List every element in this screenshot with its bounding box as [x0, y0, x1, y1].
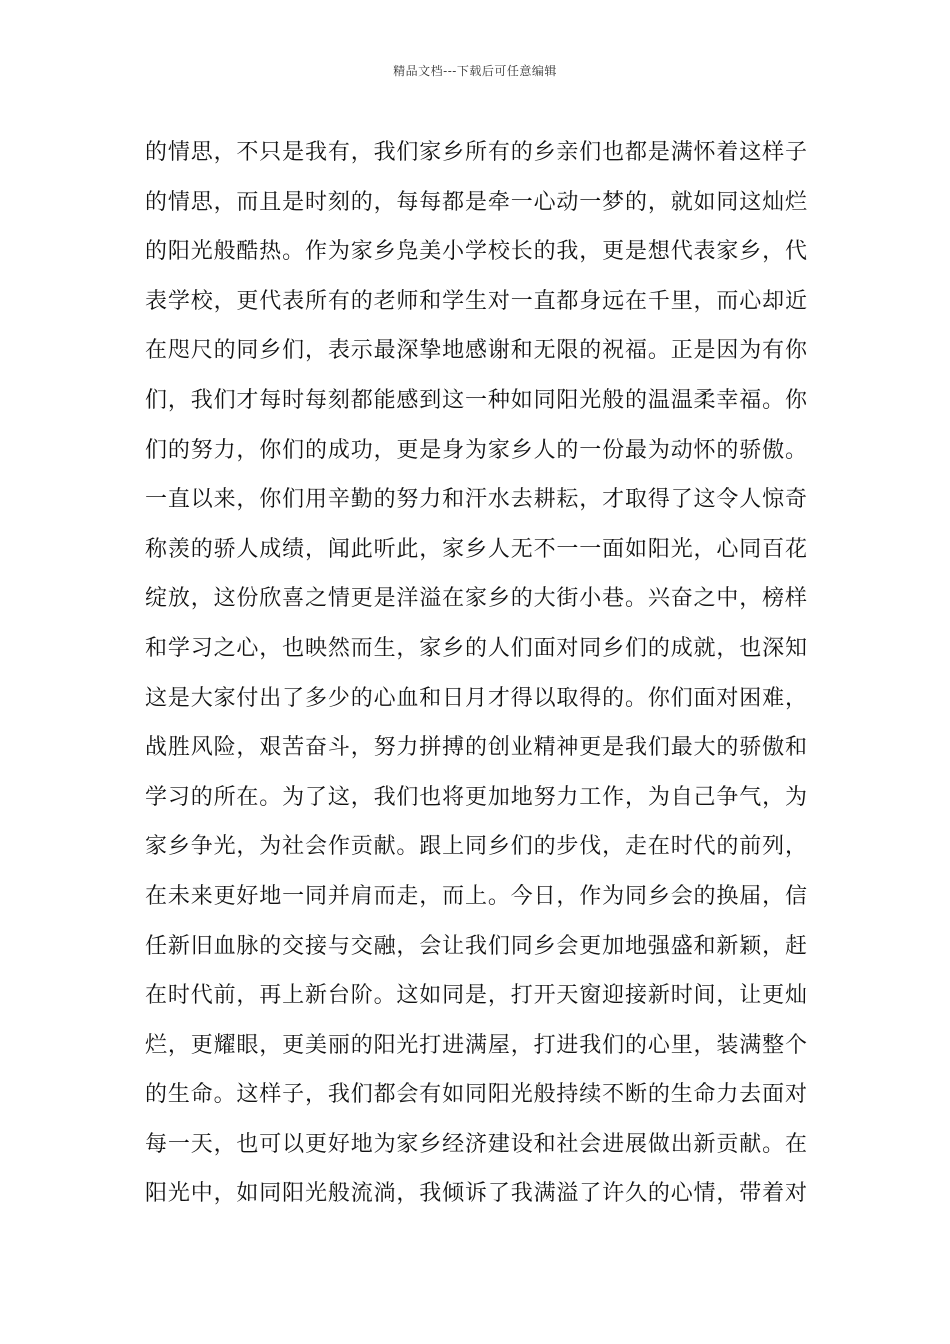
text-line: 战胜风险，艰苦奋斗，努力拼搏的创业精神更是我们最大的骄傲和 [145, 735, 807, 761]
text-line: 在咫尺的同乡们，表示最深挚地感谢和无限的祝福。正是因为有你 [145, 338, 807, 364]
text-line: 任新旧血脉的交接与交融，会让我们同乡会更加地强盛和新颖，赶 [145, 933, 807, 959]
text-line: 这是大家付出了多少的心血和日月才得以取得的。你们面对困难， [145, 685, 807, 711]
text-line: 一直以来，你们用辛勤的努力和汗水去耕耘，才取得了这令人惊奇 [145, 487, 807, 513]
text-line: 在时代前，再上新台阶。这如同是，打开天窗迎接新时间，让更灿 [145, 983, 807, 1009]
text-line: 学习的所在。为了这，我们也将更加地努力工作，为自己争气，为 [145, 784, 807, 810]
text-line: 绽放，这份欣喜之情更是洋溢在家乡的大街小巷。兴奋之中，榜样 [145, 586, 807, 612]
text-line: 的情思，不只是我有，我们家乡所有的乡亲们也都是满怀着这样子 [145, 140, 807, 165]
text-line: 家乡争光，为社会作贡献。跟上同乡们的步伐，走在时代的前列， [145, 834, 807, 860]
text-line: 烂，更耀眼，更美丽的阳光打进满屋，打进我们的心里，装满整个 [145, 1032, 807, 1058]
text-line: 们的努力，你们的成功，更是身为家乡人的一份最为动怀的骄傲。 [145, 437, 807, 463]
page-header: 精品文档---下载后可任意编辑 [393, 64, 557, 78]
text-line: 的阳光般酷热。作为家乡凫美小学校长的我，更是想代表家乡，代 [145, 239, 807, 265]
text-line: 阳光中，如同阳光般流淌，我倾诉了我满溢了许久的心情，带着对 [145, 1181, 807, 1207]
text-line: 称羡的骄人成绩，闻此听此，家乡人无不一一面如阳光，心同百花 [145, 536, 807, 562]
text-line: 的情思，而且是时刻的，每每都是牵一心动一梦的，就如同这灿烂 [145, 189, 807, 215]
body-paragraph [145, 128, 807, 1219]
text-line: 和学习之心，也映然而生，家乡的人们面对同乡们的成就，也深知 [145, 635, 807, 661]
text-line: 的生命。这样子，我们都会有如同阳光般持续不断的生命力去面对 [145, 1082, 807, 1108]
text-line: 在未来更好地一同并肩而走，而上。今日，作为同乡会的换届，信 [145, 883, 807, 909]
text-line: 表学校，更代表所有的老师和学生对一直都身远在千里，而心却近 [145, 288, 807, 314]
text-line: 每一天，也可以更好地为家乡经济建设和社会进展做出新贡献。在 [145, 1131, 807, 1157]
text-line: 们，我们才每时每刻都能感到这一种如同阳光般的温温柔幸福。你 [145, 387, 807, 413]
